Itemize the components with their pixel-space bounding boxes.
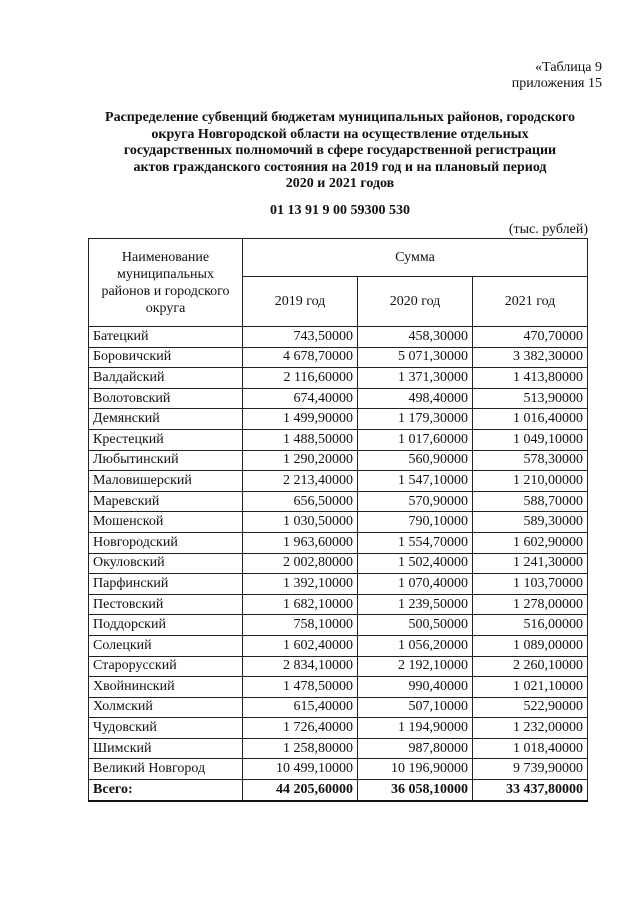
value-2020: 1 056,20000: [358, 635, 473, 656]
district-name: Солецкий: [89, 635, 243, 656]
value-2021: 1 210,00000: [473, 471, 588, 492]
table-row: [89, 409, 588, 430]
table-row: [89, 615, 588, 636]
district-name: Великий Новгород: [89, 759, 243, 780]
value-2019: 615,40000: [243, 697, 358, 718]
value-2019: 1 290,20000: [243, 450, 358, 471]
district-name: Шимский: [89, 738, 243, 759]
district-name: Батецкий: [89, 327, 243, 348]
district-name: Старорусский: [89, 656, 243, 677]
value-2019: 1 258,80000: [243, 738, 358, 759]
column-header-sum: Сумма: [243, 239, 588, 277]
title-line: 2020 и 2021 годов: [285, 176, 395, 191]
value-2019: 10 499,10000: [243, 759, 358, 780]
table-row: [89, 450, 588, 471]
column-header-2019: 2019 год: [243, 277, 358, 327]
value-2021: 33 437,80000: [473, 780, 588, 801]
table-row: [89, 327, 588, 348]
table-row: [89, 471, 588, 492]
value-2021: 516,00000: [473, 615, 588, 636]
value-2021: 1 021,10000: [473, 677, 588, 698]
value-2019: 758,10000: [243, 615, 358, 636]
value-2021: 1 016,40000: [473, 409, 588, 430]
value-2020: 1 371,30000: [358, 368, 473, 389]
table-row: [89, 697, 588, 718]
value-2020: 1 017,60000: [358, 429, 473, 450]
title-line: округа Новгородской области на осуществление отдельных: [151, 126, 529, 142]
value-2021: 578,30000: [473, 450, 588, 471]
table-row: [89, 512, 588, 533]
value-2019: 44 205,60000: [243, 780, 358, 801]
value-2021: 2 260,10000: [473, 656, 588, 677]
table-row: [89, 388, 588, 409]
value-2019: 2 213,40000: [243, 471, 358, 492]
table-row: [89, 429, 588, 450]
value-2021: 1 413,80000: [473, 368, 588, 389]
table-total-row: [89, 780, 588, 801]
value-2021: 1 278,00000: [473, 594, 588, 615]
value-2021: 1 602,90000: [473, 532, 588, 553]
value-2019: 656,50000: [243, 491, 358, 512]
value-2021: 470,70000: [473, 327, 588, 348]
table-row: [89, 594, 588, 615]
value-2020: 498,40000: [358, 388, 473, 409]
subvention-table: [88, 238, 588, 802]
table-row: [89, 574, 588, 595]
district-name: Хвойнинский: [89, 677, 243, 698]
value-2020: 1 070,40000: [358, 574, 473, 595]
district-name: Маловишерский: [89, 471, 243, 492]
value-2021: 1 241,30000: [473, 553, 588, 574]
unit-label: (тыс. рублей): [508, 222, 588, 237]
column-header-2020: 2020 год: [358, 277, 473, 327]
column-header-name: Наименование муниципальных районов и городского округа: [89, 239, 243, 327]
value-2019: 4 678,70000: [243, 347, 358, 368]
value-2020: 570,90000: [358, 491, 473, 512]
table-row: [89, 368, 588, 389]
value-2020: 1 179,30000: [358, 409, 473, 430]
value-2020: 1 239,50000: [358, 594, 473, 615]
district-name: Маревский: [89, 491, 243, 512]
value-2021: 589,30000: [473, 512, 588, 533]
value-2021: 3 382,30000: [473, 347, 588, 368]
value-2019: 2 834,10000: [243, 656, 358, 677]
ref-appendix-number: приложения 15: [511, 76, 602, 91]
table-row: [89, 635, 588, 656]
budget-code: 01 13 91 9 00 59300 530: [270, 203, 410, 218]
document-title: [80, 110, 600, 193]
value-2021: 1 103,70000: [473, 574, 588, 595]
district-name: Чудовский: [89, 718, 243, 739]
district-name: Пестовский: [89, 594, 243, 615]
table-row: [89, 677, 588, 698]
table-row: [89, 553, 588, 574]
district-name: Холмский: [89, 697, 243, 718]
value-2021: 588,70000: [473, 491, 588, 512]
value-2020: 560,90000: [358, 450, 473, 471]
title-line: Распределение субвенций бюджетам муниципальных районов, городского: [105, 110, 575, 125]
table-row: [89, 759, 588, 780]
value-2021: 522,90000: [473, 697, 588, 718]
value-2021: 513,90000: [473, 388, 588, 409]
value-2020: 1 194,90000: [358, 718, 473, 739]
value-2019: 1 392,10000: [243, 574, 358, 595]
value-2021: 1 049,10000: [473, 429, 588, 450]
value-2019: 1 478,50000: [243, 677, 358, 698]
district-name: Крестецкий: [89, 429, 243, 450]
value-2020: 1 547,10000: [358, 471, 473, 492]
district-name: Демянский: [89, 409, 243, 430]
value-2021: 9 739,90000: [473, 759, 588, 780]
value-2020: 507,10000: [358, 697, 473, 718]
value-2019: 1 488,50000: [243, 429, 358, 450]
table-row: [89, 738, 588, 759]
value-2020: 500,50000: [358, 615, 473, 636]
value-2021: 1 089,00000: [473, 635, 588, 656]
district-name: Боровичский: [89, 347, 243, 368]
table-row: [89, 532, 588, 553]
title-line: актов гражданского состояния на 2019 год и на плановый период: [133, 159, 547, 175]
value-2020: 987,80000: [358, 738, 473, 759]
value-2019: 743,50000: [243, 327, 358, 348]
value-2020: 1 502,40000: [358, 553, 473, 574]
district-name: Новгородский: [89, 532, 243, 553]
value-2019: 1 499,90000: [243, 409, 358, 430]
district-name: Поддорский: [89, 615, 243, 636]
district-name: Волотовский: [89, 388, 243, 409]
table-row: [89, 718, 588, 739]
table-row: [89, 347, 588, 368]
district-name: Окуловский: [89, 553, 243, 574]
value-2019: 1 963,60000: [243, 532, 358, 553]
table-row: [89, 656, 588, 677]
title-line: государственных полномочий в сфере государственной регистрации: [123, 143, 557, 158]
table-row: [89, 491, 588, 512]
value-2020: 10 196,90000: [358, 759, 473, 780]
value-2020: 790,10000: [358, 512, 473, 533]
district-name: Парфинский: [89, 574, 243, 595]
value-2019: 1 726,40000: [243, 718, 358, 739]
value-2020: 2 192,10000: [358, 656, 473, 677]
value-2019: 1 682,10000: [243, 594, 358, 615]
table-reference: [512, 60, 602, 92]
value-2021: 1 018,40000: [473, 738, 588, 759]
value-2019: 1 602,40000: [243, 635, 358, 656]
district-name: Любытинский: [89, 450, 243, 471]
value-2021: 1 232,00000: [473, 718, 588, 739]
value-2019: 2 116,60000: [243, 368, 358, 389]
value-2019: 674,40000: [243, 388, 358, 409]
table-body: [89, 327, 588, 801]
value-2020: 36 058,10000: [358, 780, 473, 801]
value-2019: 1 030,50000: [243, 512, 358, 533]
district-name: Валдайский: [89, 368, 243, 389]
value-2020: 5 071,30000: [358, 347, 473, 368]
district-name: Всего:: [89, 780, 243, 801]
ref-table-number: «Таблица 9: [535, 60, 602, 75]
value-2020: 458,30000: [358, 327, 473, 348]
value-2019: 2 002,80000: [243, 553, 358, 574]
district-name: Мошенской: [89, 512, 243, 533]
value-2020: 1 554,70000: [358, 532, 473, 553]
column-header-2021: 2021 год: [473, 277, 588, 327]
value-2020: 990,40000: [358, 677, 473, 698]
